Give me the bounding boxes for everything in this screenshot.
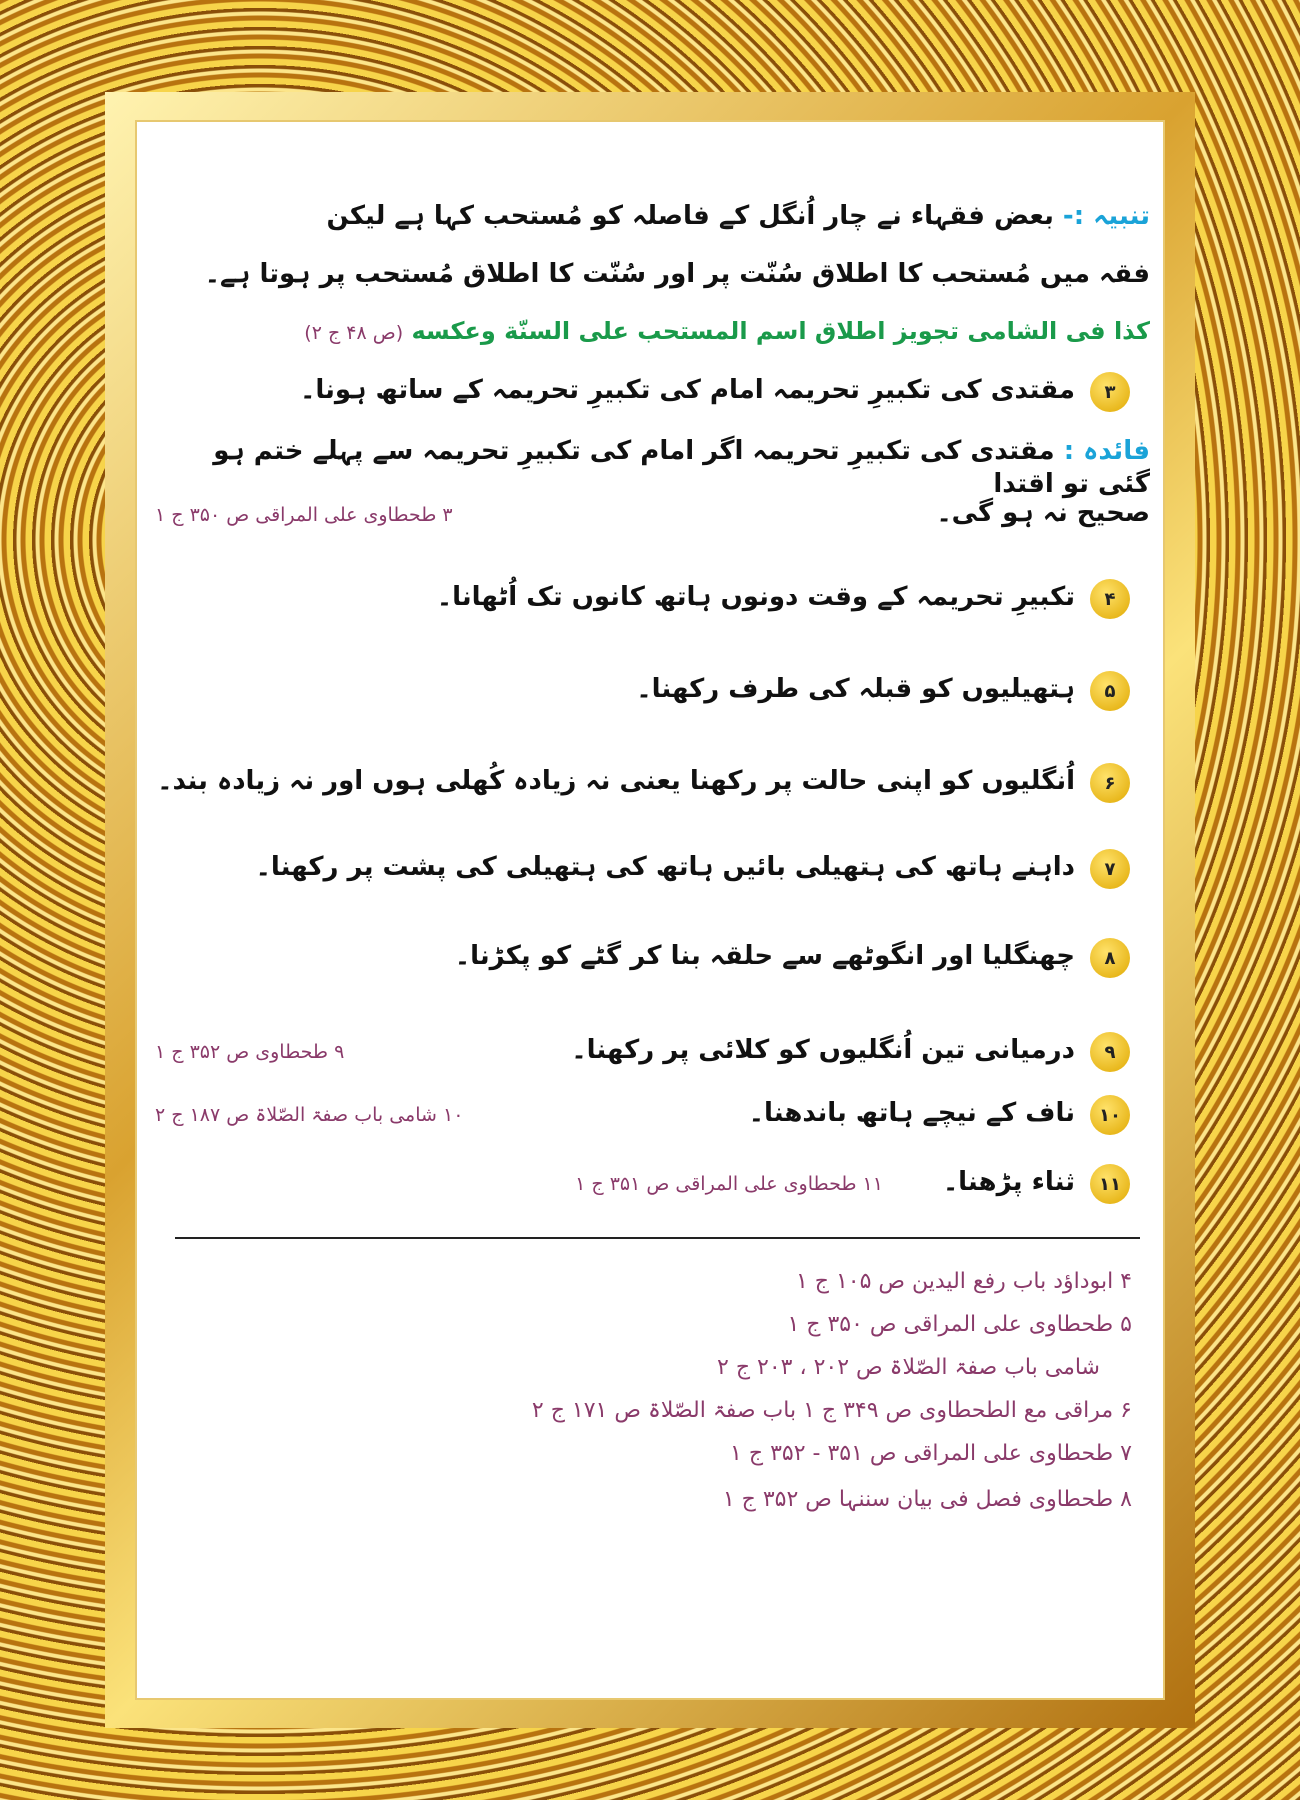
footnote: شامی باب صفۃ الصّلاۃ ص ۲۰۲ ، ۲۰۳ ج ۲: [717, 1355, 1100, 1380]
faida-text: مقتدی کی تکبیرِ تحریمہ اگر امام کی تکبیرِ تحریمہ سے پہلے ختم ہو گئی تو اقتدا: [213, 436, 1150, 499]
item-number: ۳: [1090, 372, 1130, 412]
tanbeeh-line1: [155, 200, 1150, 233]
item-row: [155, 1034, 1075, 1067]
reference: ۱۱ طحطاوی علی المراقی ص ۳۵۱ ج ۱: [575, 1173, 883, 1195]
item-text: تکبیرِ تحریمہ کے وقت دونوں ہاتھ کانوں تک اُٹھانا۔: [436, 582, 1075, 612]
quote-line: [155, 316, 1150, 346]
reference: ۳ طحطاوی علی المراقی ص ۳۵۰ ج ۱: [155, 504, 453, 526]
item-number: ۱۰: [1090, 1095, 1130, 1135]
item-number: ۵: [1090, 671, 1130, 711]
footnote-divider: [175, 1237, 1140, 1239]
quote-ref: (ص ۴۸ ج ۲): [304, 322, 404, 344]
footnote: ۵ طحطاوی علی المراقی ص ۳۵۰ ج ۱: [787, 1312, 1132, 1337]
item-text: مقتدی کی تکبیرِ تحریمہ امام کی تکبیرِ تحریمہ کے ساتھ ہونا۔: [300, 375, 1075, 405]
item-text: ناف کے نیچے ہاتھ باندھنا۔: [748, 1098, 1075, 1128]
faida-label: فائدہ :: [1063, 436, 1150, 466]
tanbeeh-label: تنبیہ :-: [1062, 201, 1150, 231]
item-row: [155, 1166, 1075, 1199]
item-number: ۸: [1090, 938, 1130, 978]
item-number: ۶: [1090, 763, 1130, 803]
tanbeeh-line2: فقہ میں مُستحب کا اطلاق سُنّت پر اور سُنّت کا اطلاق مُستحب پر ہوتا ہے۔: [204, 259, 1150, 289]
item-number: ۷: [1090, 849, 1130, 889]
item-text: درمیانی تین اُنگلیوں کو کلائی پر رکھنا۔: [571, 1035, 1075, 1065]
item-text: اُنگلیوں کو اپنی حالت پر رکھنا یعنی نہ زیادہ کُھلی ہوں اور نہ زیادہ بند۔: [157, 766, 1075, 796]
reference: ۹ طحطاوی ص ۳۵۲ ج ۱: [155, 1041, 345, 1063]
quote-text: كذا فى الشامى تجويز اطلاق اسم المستحب على السنّة وعكسه: [411, 317, 1150, 345]
item-text: داہنے ہاتھ کی ہتھیلی بائیں ہاتھ کی ہتھیلی کی پشت پر رکھنا۔: [255, 852, 1075, 882]
faida-line2: صحیح نہ ہو گی۔: [936, 498, 1150, 528]
item-row: [155, 1097, 1075, 1130]
footnote: ۶ مراقی مع الطحطاوی ص ۳۴۹ ج ۱ باب صفۃ الصّلاۃ ص ۱۷۱ ج ۲: [531, 1398, 1132, 1423]
item-text: ہتھیلیوں کو قبلہ کی طرف رکھنا۔: [636, 674, 1075, 704]
item-number: ۱۱: [1090, 1164, 1130, 1204]
faida-line1: [155, 435, 1150, 500]
faida-line2-row: [155, 497, 1150, 530]
item-number: ۴: [1090, 579, 1130, 619]
tanbeeh-text: بعض فقہاء نے چار اُنگل کے فاصلہ کو مُستحب کہا ہے لیکن: [326, 201, 1054, 231]
footnote: ۷ طحطاوی علی المراقی ص ۳۵۱ - ۳۵۲ ج ۱: [730, 1441, 1132, 1466]
footnote: ۸ طحطاوی فصل فی بیان سننہا ص ۳۵۲ ج ۱: [722, 1487, 1132, 1512]
item-text: چھنگلیا اور انگوٹھے سے حلقہ بنا کر گٹے کو پکڑنا۔: [454, 941, 1075, 971]
footnote: ۴ ابوداؤد باب رفع الیدین ص ۱۰۵ ج ۱: [795, 1269, 1132, 1294]
item-text: ثناء پڑھنا۔: [942, 1167, 1075, 1197]
item-number: ۹: [1090, 1032, 1130, 1072]
reference: ۱۰ شامی باب صفۃ الصّلاۃ ص ۱۸۷ ج ۲: [155, 1104, 464, 1126]
